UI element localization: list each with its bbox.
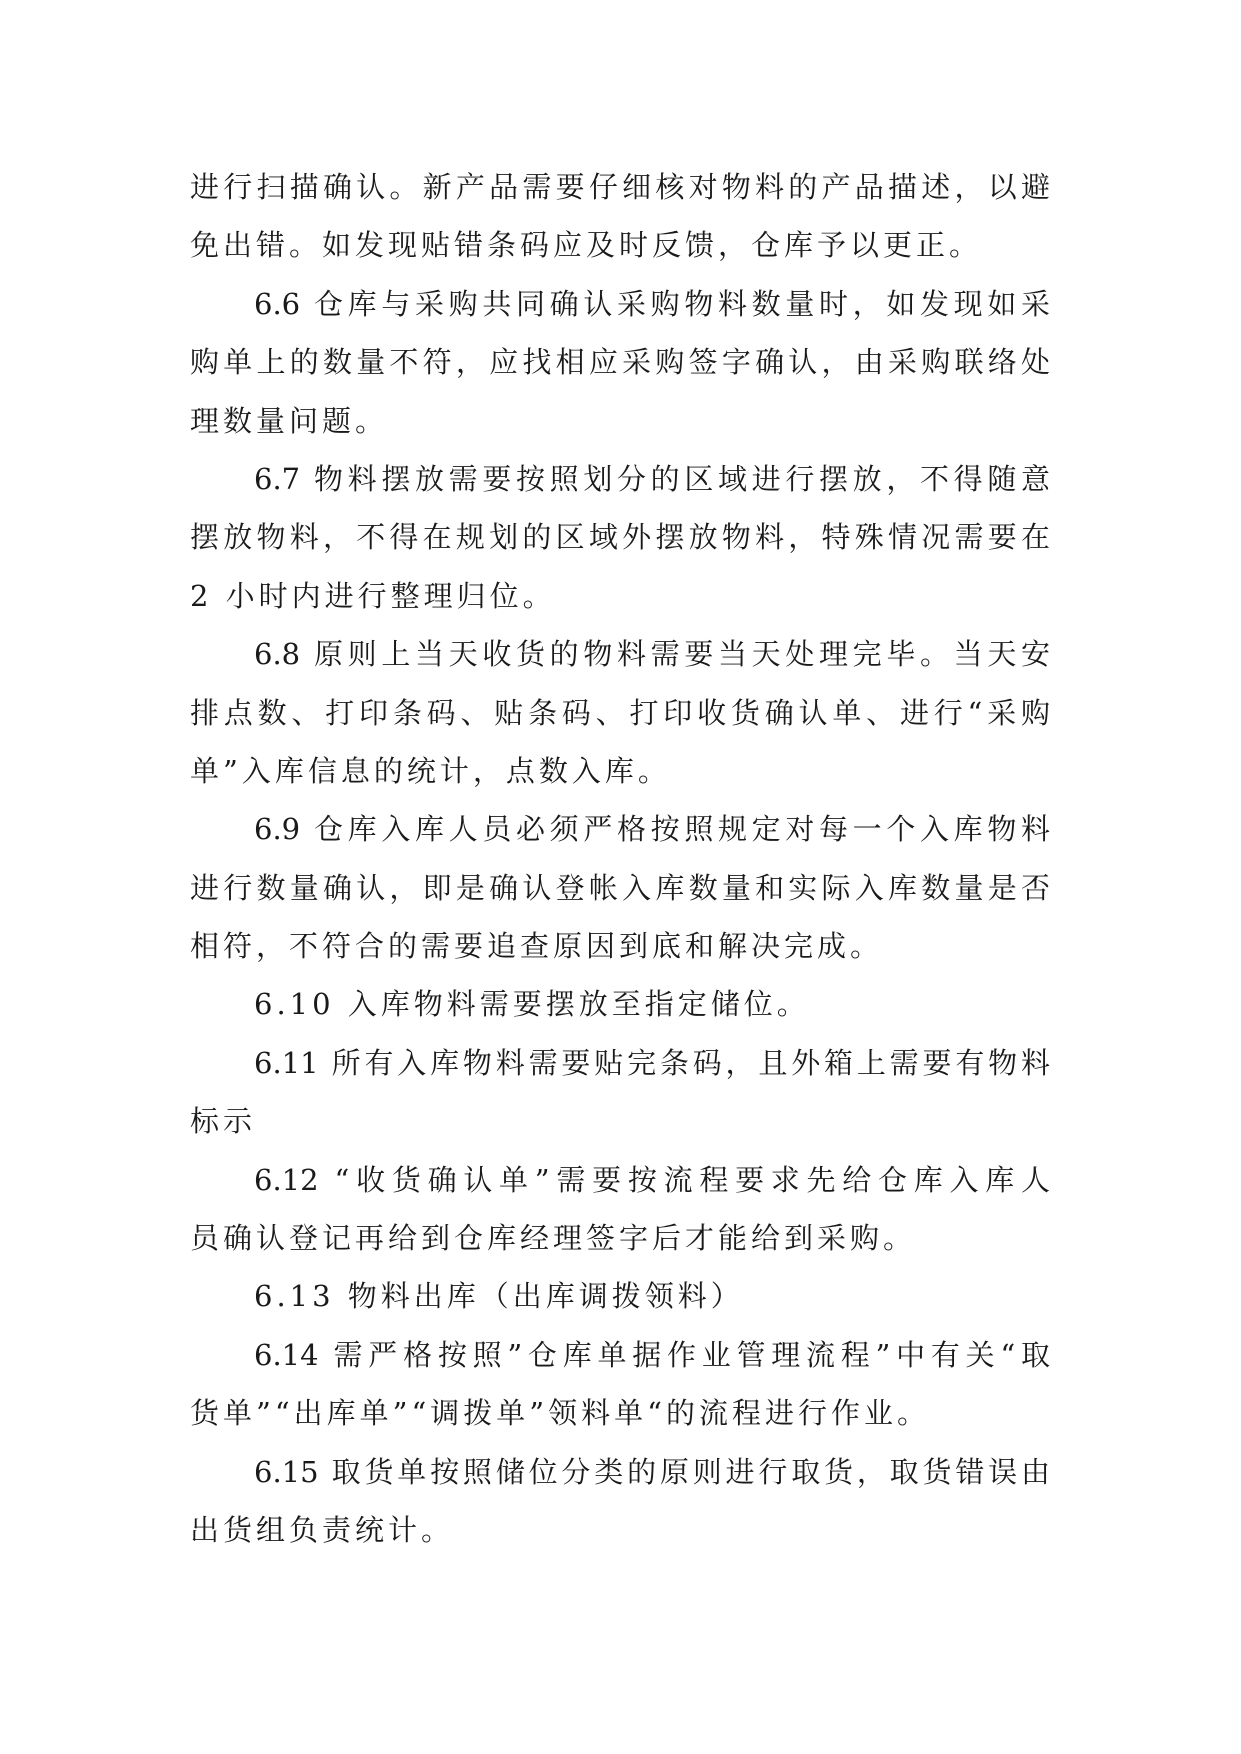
text-line: 6.8 原则上当天收货的物料需要当天处理完毕。当天安 [254, 637, 1050, 672]
text-line: 理数量问题。 [190, 403, 389, 438]
text-line: 货单”“出库单”“调拨单”领料单“的流程进行作业。 [190, 1396, 930, 1431]
text-line: 排点数、打印条码、贴条码、打印收货确认单、进行“采购 [190, 695, 1050, 730]
text-line: 标示 [190, 1104, 257, 1139]
text-line: 进行扫描确认。新产品需要仔细核对物料的产品描述，以避 [190, 170, 1050, 204]
text-line: 6.15 取货单按照储位分类的原则进行取货，取货错误由 [254, 1454, 1050, 1489]
text-line: 摆放物料，不得在规划的区域外摆放物料，特殊情况需要在 [190, 520, 1050, 555]
text-line: 6.10 入库物料需要摆放至指定储位。 [254, 987, 810, 1022]
text-line: 6.9 仓库入库人员必须严格按照规定对每一个入库物料 [254, 812, 1050, 847]
text-line: 6.12 “收货确认单”需要按流程要求先给仓库入库人 [254, 1162, 1050, 1197]
text-line: 免出错。如发现贴错条码应及时反馈，仓库予以更正。 [190, 228, 983, 263]
text-line: 相符，不符合的需要追查原因到底和解决完成。 [190, 929, 884, 964]
text-line: 6.7 物料摆放需要按照划分的区域进行摆放，不得随意 [254, 461, 1050, 496]
text-line: 员确认登记再给到仓库经理签字后才能给到采购。 [190, 1221, 917, 1256]
text-line: 6.6 仓库与采购共同确认采购物料数量时，如发现如采 [254, 286, 1050, 321]
text-line: 单”入库信息的统计，点数入库。 [190, 753, 671, 788]
document-body [190, 158, 1050, 1559]
text-line: 2 小时内进行整理归位。 [190, 578, 556, 613]
text-line: 6.11 所有入库物料需要贴完条码，且外箱上需要有物料 [254, 1045, 1050, 1080]
text-line: 6.14 需严格按照”仓库单据作业管理流程”中有关“取 [254, 1337, 1050, 1372]
text-line: 6.13 物料出库（出库调拨领料） [254, 1279, 744, 1314]
text-line: 出货组负责统计。 [190, 1512, 455, 1547]
text-line: 购单上的数量不符，应找相应采购签字确认，由采购联络处 [190, 345, 1050, 380]
text-line: 进行数量确认，即是确认登帐入库数量和实际入库数量是否 [190, 870, 1050, 905]
